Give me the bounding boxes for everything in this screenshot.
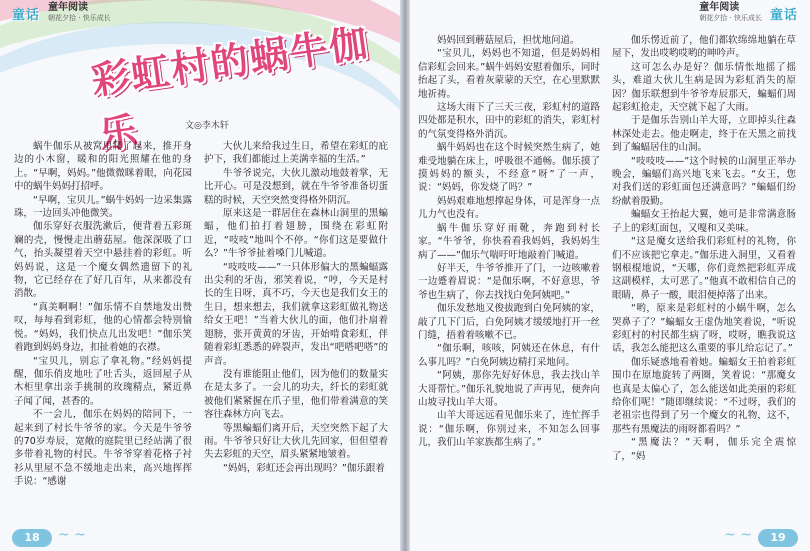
right-page (406, 0, 810, 551)
paragraph: “阿姨，那你先好好休息，我去找山羊大哥帮忙。”伽乐礼貌地说了声再见，便奔向山坡寻找山羊大哥。 (418, 370, 600, 408)
paragraph: 蝙蝠女王抬起大翼，她可是非常满意肠子上的彩虹面包，又嘎和又美味。 (612, 209, 796, 234)
paragraph: 没有谁能阻止他们，因为他们的数量实在是太多了。一会儿的功夫，纤长的彩虹就被他们紧紧握在爪子里，他们带着满意的笑容往森林方向飞去。 (204, 368, 388, 421)
paragraph: “吱吱吱——”这个时候的山洞里正举办晚会，蝙蝠们高兴地飞来飞去。“女王，您对我们送的彩虹面包还满意吗？”蝙蝠们纷纷献着殷勤。 (612, 155, 796, 207)
paragraph: 牛爷爷说完，大伙儿激动地鼓着掌，无比开心。可是没想到，就在牛爷爷准备切蛋糕的时候，天空突然变得格外阴沉。 (204, 167, 388, 206)
paragraph: 不一会儿，伽乐在妈妈的陪同下，一起来到了村长牛爷爷的家。今天是牛爷爷的70岁寿辰，宽敞的庭院里已经站满了很多带着礼物的村民。牛爷爷穿着花格子衬衫从里屋不急不缓地走出来，高兴地挥挥手说：“感谢 (14, 409, 192, 488)
paragraph: “真美啊啊！”伽乐情不自禁地发出赞叹，每每看到彩虹，他的心情都会特别愉悦。“妈妈，我们快点儿出发吧！”伽乐笑着跑到妈妈身边，扣扯着她的衣襟。 (14, 301, 192, 354)
paragraph: 于是伽乐告别山羊大哥，立即掉头往森林深处走去。他走啊走，终于在天黑之前找到了蝙蝠居住的山洞。 (612, 115, 796, 154)
left-column-1 (14, 140, 192, 525)
paragraph: 这可怎么办是好？伽乐情怅地摇了摇头，难道大伙儿生病是因为彩虹消失的原因？伽乐联想到牛爷爷寿辰那天，蝙蝠们周起彩虹抢走，天空就下起了大雨。 (612, 61, 796, 114)
paragraph: 山羊大哥远远看见伽乐来了，连忙挥手说：“伽乐啊，你别过来，不知怎么回事儿，我们山羊家族都生病了。” (418, 410, 600, 449)
publication-name (48, 3, 111, 23)
left-page-header (12, 0, 111, 26)
page-gutter (400, 0, 410, 551)
article-byline: 文◎李木轩 (185, 121, 229, 131)
paragraph: 伽乐愣近前了，他们都软绵绵地躺在草屋下，发出哎哟哎哟的呻吟声。 (612, 35, 796, 60)
right-column-1 (418, 34, 600, 524)
paragraph: “吱吱吱——”一只体形偏大的黑蝙蝠露出尖利的牙齿，邪笑着说，“哼，今天是村长的生日呀，真不巧，今天也是我们女王的生日，想来想去，我们就拿这彩虹做礼物送给女王吧！”当着大伙儿的面，他们扑扇着翅膀，张开黄黄的牙齿，开始啃食彩虹，伴随着彩虹悉悉的碎裂声，发出“吧嗒吧嗒”的声音。 (204, 261, 388, 367)
publication-name-right (699, 3, 762, 23)
page-number-right: 19 (758, 529, 798, 547)
paragraph: “哟，原来是彩虹村的小蜗牛啊，怎么哭鼻子了？”蝙蝠女王虚伪地笑着说，“听说彩虹村的村民都生病了呀，哎呀，瞧我说这话，我怎么能把这么重要的事儿给忘记了。” (612, 303, 796, 355)
swirl-decoration: ~ ~ (58, 527, 86, 543)
page-number-left: 18 (12, 529, 52, 547)
paragraph: “宝贝儿，别忘了拿礼物。”经妈妈提醒，伽乐俏皮地吐了吐舌头，返回屋子从木柜里拿出亲手挑制的玫瑰精点，紧近鼻子闻了闻，甚香的。 (14, 355, 192, 407)
paragraph: “宝贝儿，妈妈也不知道，但是妈妈相信彩虹会回来。”蜗牛妈妈安慰着伽乐，同时抬起了头，看着灰蒙蒙的天空，在心里默默地祈祷。 (418, 48, 600, 100)
paragraph: 伽乐疑惑地看着她。蝙蝠女王拍着彩虹围巾在原地旋转了两圈，笑着说：“那魔女也真是太偏心了，怎么能送如此美丽的彩虹给你们呢！”随即继续说：“不过呀，我们的老祖宗也得到了另一个魔女的礼物，这不，那些有黑魔法的雨呀都看吗？” (612, 356, 796, 435)
left-column-2 (204, 140, 388, 525)
paragraph: 妈妈回到蘑菇屋后，担忧地问道。 (437, 35, 580, 46)
paragraph: 伽乐发愁地又俊拔跑到白免阿姨的家，敲了几下门后，白免阿姨才缓缓地打开一丝门缝，捂着着咳嗽不已。 (418, 303, 600, 341)
paragraph: 好半天，牛爷爷推开了门，一边咳嗽着一边蹙着眉说：“是伽乐啊，不好意思，爷爷也生病了，你去找找白免阿姨吧。” (418, 262, 600, 301)
paragraph: 原来这是一群居住在森林山洞里的黑蝙蝠，他们拍打着翅膀，围绕在彩虹附近，“吱吱”地叫个不停。“你们这是要做什么？”牛爷爷扯着嗓门儿喊道。 (204, 208, 388, 260)
paragraph: “早啊，宝贝儿。”蜗牛妈妈一边采集露珠，一边回头冲他微笑。 (14, 194, 192, 220)
publication-subtitle: 朝花夕拾 · 快乐成长 (48, 14, 111, 22)
publication-title-right: 童年阅读 (699, 2, 740, 13)
paragraph: 伽乐穿好衣服洗漱后，便背着五彩斑斓的壳，慢慢走出蘑菇屋。他深深吸了口气，抬头凝望着天空中悬挂着的彩虹。听妈妈说，这是一个魔女偶然遗留下的礼物，它已经存在了好几百年，从来都没有消散。 (14, 221, 192, 300)
paragraph: 大伙儿来给我过生日，希望在彩虹的庇护下，我们都能过上美满幸福的生活。” (204, 141, 388, 166)
paragraph: 等黑蝙蝠们离开后，天空突然下起了大雨。牛爷爷只好让大伙儿先回家，但但望着失去彩虹的天空，眉头紧紧地皱着。 (204, 422, 388, 461)
paragraph: “这是魔女送给我们彩虹村的礼物，你们不应该把它拿走。”伽乐进入洞里，又看着钢根棍地说，“天哪，你们竟然把彩虹弄成这副模样，太可恶了。”他真不敢相信自己的眼睛，鼻子一酸，眼泪便掉落了出来。 (612, 236, 796, 301)
paragraph: 蜗牛妈妈也在这个时候突然生病了，她难受地躺在床上，呼吸很不通畅。伽乐摸了摸妈妈的额头，不经意“呀”了一声，说：“妈妈，你发烧了吗？” (418, 142, 600, 194)
paragraph: “伽乐啊，咳咳，阿姨还在休息，有什么事儿吗？”白免阿姨边精打采地问。 (418, 343, 600, 368)
magazine-logo-right: 童话 (769, 7, 798, 23)
publication-subtitle-right: 朝花夕拾 · 快乐成长 (699, 14, 762, 22)
right-page-header (699, 0, 798, 26)
article-title: 彩虹村的蜗牛伽乐 (88, 19, 373, 158)
paragraph: “妈妈，彩虹还会再出现吗？”伽乐跟着 (223, 462, 385, 474)
magazine-logo: 童话 (12, 7, 41, 23)
paragraph: 蜗牛伽乐从被窝里爬了起来，推开身边的小木窗，暖和的阳光照耀在他的身上。“早啊，妈妈。”他微微眯着眼，向花园中的蜗牛妈妈打招呼。 (14, 141, 192, 193)
paragraph: “黑魔法？”天啊，伽乐完全震惊了，“妈 (612, 437, 796, 462)
paragraph: 蜗牛伽乐穿好雨靴，奔跑到村长家。“牛爷爷，你快看看我妈妈，我妈妈生病了——”伽乐气喘吁吁地敲着门喊道。 (418, 222, 600, 261)
swirl-decoration-right: ~ ~ (724, 527, 752, 543)
left-page (0, 0, 404, 551)
publication-title: 童年阅读 (48, 2, 89, 13)
paragraph: 这场大雨下了三天三夜，彩虹村的道路四处都是积水，田中的彩虹的消失，彩虹村的气氛变得格外消沉。 (418, 102, 600, 140)
right-column-2 (612, 34, 796, 524)
paragraph: 妈妈艰难地想撑起身体，可是浑身一点儿力气也没有。 (418, 195, 600, 221)
